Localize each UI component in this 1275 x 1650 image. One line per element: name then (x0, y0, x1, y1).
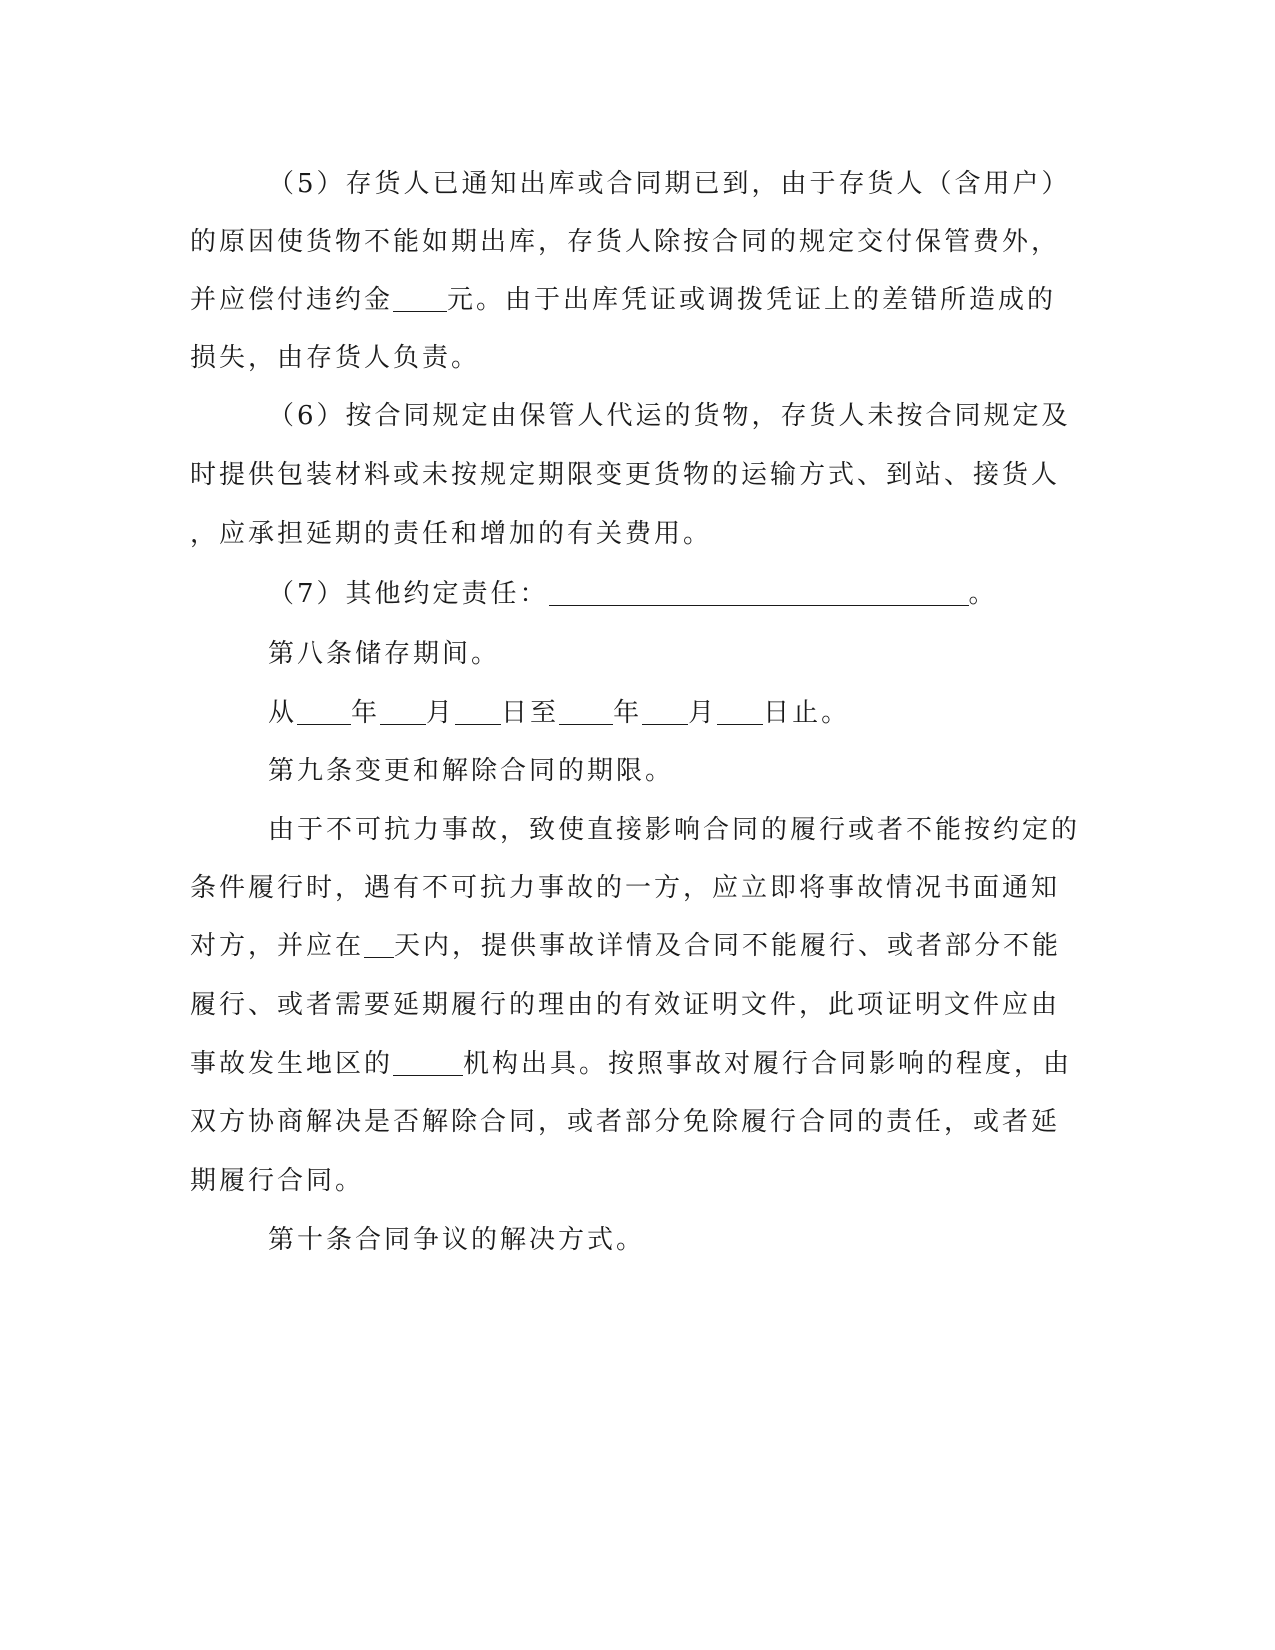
article-9-text-5a: 事故发生地区的 (190, 1049, 394, 1079)
article-8-heading-text: 第八条储存期间。 (268, 639, 501, 669)
clause-5-line-4 (190, 340, 1090, 376)
end-year-blank (559, 698, 613, 725)
day-end-text: 日止。 (763, 698, 851, 728)
article-9-line-1 (268, 812, 1168, 848)
clause-5-text-3b: 元。由于出库凭证或调拨凭证上的差错所造成的 (447, 285, 1057, 315)
end-month-text: 月 (688, 698, 718, 728)
clause-7-suffix: 。 (968, 579, 998, 609)
storage-period-line (268, 695, 1168, 731)
article-9-line-4 (190, 987, 1090, 1023)
clause-5-line-2 (190, 224, 1090, 260)
article-9-text-5b: 机构出具。按照事故对履行合同影响的程度，由 (463, 1049, 1073, 1079)
article-9-text-6: 双方协商解决是否解除合同，或者部分免除履行合同的责任，或者延 (190, 1107, 1061, 1137)
clause-5-text-3a: 并应偿付违约金 (190, 285, 394, 315)
end-month-blank (642, 698, 688, 725)
clause-7-prefix: （7）其他约定责任： (268, 579, 549, 609)
article-9-line-5 (190, 1046, 1090, 1082)
clause-5-line-1 (268, 166, 1168, 202)
article-9-line-7 (190, 1163, 1090, 1199)
article-9-line-2 (190, 870, 1090, 906)
day-to-text: 日至 (501, 698, 560, 728)
article-9-text-4: 履行、或者需要延期履行的理由的有效证明文件，此项证明文件应由 (190, 990, 1061, 1020)
clause-7-line (268, 576, 1168, 612)
article-9-line-6 (190, 1104, 1090, 1140)
clause-5-text-1: （5）存货人已通知出库或合同期已到，由于存货人（含用户） (268, 169, 1071, 199)
start-day-blank (455, 698, 501, 725)
issuing-agency-blank (393, 1049, 463, 1076)
end-year-text: 年 (613, 698, 643, 728)
article-9-heading-text: 第九条变更和解除合同的期限。 (268, 756, 675, 786)
clause-5-text-4: 损失，由存货人负责。 (190, 343, 481, 373)
clause-6-line-2 (190, 457, 1090, 493)
start-year-blank (297, 698, 351, 725)
article-8-heading (268, 636, 1168, 672)
end-day-blank (717, 698, 763, 725)
article-9-text-3b: 天内，提供事故详情及合同不能履行、或者部分不能 (394, 931, 1062, 961)
other-responsibility-blank (549, 579, 969, 606)
article-9-text-2: 条件履行时，遇有不可抗力事故的一方，应立即将事故情况书面通知 (190, 873, 1061, 903)
penalty-amount-blank (393, 285, 447, 312)
start-month-text: 月 (426, 698, 456, 728)
from-text: 从 (268, 698, 298, 728)
clause-6-line-3 (190, 516, 1090, 552)
days-blank (364, 931, 394, 958)
article-10-heading-text: 第十条合同争议的解决方式。 (268, 1225, 646, 1255)
start-year-text: 年 (351, 698, 381, 728)
article-9-line-3 (190, 928, 1090, 964)
clause-6-text-3: ，应承担延期的责任和增加的有关费用。 (190, 519, 713, 549)
article-9-text-7: 期履行合同。 (190, 1166, 365, 1196)
clause-6-text-2: 时提供包装材料或未按规定期限变更货物的运输方式、到站、接货人 (190, 460, 1061, 490)
article-9-text-1: 由于不可抗力事故，致使直接影响合同的履行或者不能按约定的 (268, 815, 1081, 845)
start-month-blank (380, 698, 426, 725)
article-9-heading (268, 753, 1168, 789)
article-9-text-3a: 对方，并应在 (190, 931, 365, 961)
article-10-heading (268, 1222, 1168, 1258)
clause-6-line-1 (268, 398, 1168, 434)
clause-5-line-3 (190, 282, 1090, 318)
clause-5-text-2: 的原因使货物不能如期出库，存货人除按合同的规定交付保管费外， (190, 227, 1061, 257)
clause-6-text-1: （6）按合同规定由保管人代运的货物，存货人未按合同规定及 (268, 401, 1071, 431)
